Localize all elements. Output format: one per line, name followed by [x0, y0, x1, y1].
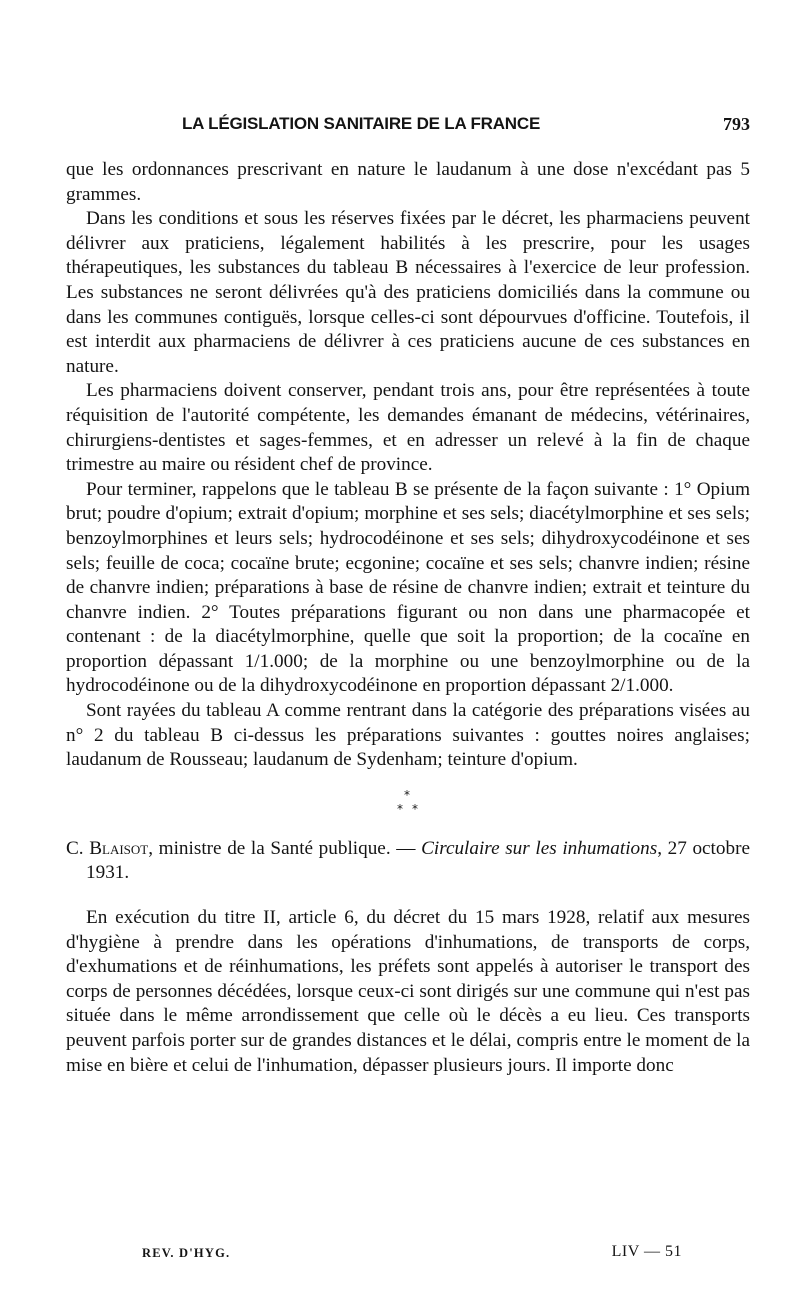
- asterism-star: *: [397, 801, 403, 816]
- citation-role: , ministre de la Santé publique. —: [148, 837, 422, 859]
- asterism-divider: [66, 783, 750, 825]
- circular-citation: [66, 837, 750, 886]
- running-title: LA LÉGISLATION SANITAIRE DE LA FRANCE: [182, 114, 541, 133]
- paragraph-tableau-b: Pour terminer, rappelons que le tableau B se présente de la façon suivante : 1° Opium brut; poudre d'opium; extrait d'opium; morphine et ses sels; diacétylmorphine et ses sels; benzoylmorphines et leurs sels; hydrocodéinone et ses sels; dihydroxycodéinone et ses sels; feuille de coca; cocaïne brute; ecgonine; cocaïne et ses sels; chanvre indien; résine de chanvre indien; préparations à base de résine de chanvre indien; extrait et teinture du chanvre indien. 2° Toutes préparations figurant ou non dans une pharmacopée et contenant : de la diacétylmorphine, quelle que soit la proportion; de la cocaïne en proportion dépassant 1/1.000; de la morphine ou une benzoylmorphine ou de la hydrocodéinone ou de la dihydroxycodéinone en proportion dépassant 2/1.000.: [66, 478, 750, 697]
- paragraph-circular-text: En exécution du titre II, article 6, du décret du 15 mars 1928, relatif aux mesures d'hygiène à prendre dans les opérations d'inhumations, de transports de corps, d'exhumations et de réinhumations, les préfets sont appelés à autoriser le transport des corps de personnes décédées, lorsque ceux-ci sont dirigés sur une commune qui n'est pas située dans le même arrondissement que celle où le décès a eu lieu. Ces transports peuvent parfois porter sur de grandes distances et le délai, compris entre le moment de la mise en bière et celui de l'inhumation, dépasser plusieurs jours. Il importe donc: [66, 907, 750, 1076]
- citation-title: Circulaire sur les inhumations: [421, 837, 658, 859]
- printer-signature: [142, 1243, 682, 1270]
- paragraph-tableau-a: Sont rayées du tableau A comme rentrant dans la catégorie des préparations visées au n° 2 du tableau B ci-dessus les préparations suivantes : gouttes noires anglaises; laudanum de Rousseau; laudanum de Sydenham; teinture d'opium.: [66, 700, 750, 771]
- paragraph-pharmacists-delivery: Dans les conditions et sous les réserves fixées par le décret, les pharmaciens peuvent délivrer aux praticiens, légalement habilités à les prescrire, pour les usages thérapeutiques, les substances du tableau B nécessaires à l'exercice de leur profession. Les substances ne seront délivrées qu'à des praticiens domiciliés dans la commune ou dans les communes contiguës, lorsque celles-ci sont dépourvues d'officine. Toutefois, il est interdit aux pharmaciens de délivrer à ces praticiens aucune de ces substances en nature.: [66, 208, 750, 377]
- paragraph-continuation: que les ordonnances prescrivant en nature le laudanum à une dose n'excédant pas 5 grammes.: [66, 159, 750, 205]
- citation-author: C. Blaisot: [66, 837, 149, 859]
- asterism-star: *: [412, 801, 418, 816]
- running-head: [66, 114, 750, 140]
- signature-gathering: LIV — 51: [611, 1243, 682, 1260]
- citation-date: , 27 octobre 1931.: [86, 837, 750, 884]
- signature-journal: REV. D'HYG.: [142, 1246, 231, 1260]
- body-text: [66, 158, 750, 1078]
- asterism-star: *: [404, 787, 410, 802]
- page-number: 793: [723, 114, 750, 134]
- paragraph-pharmacists-records: Les pharmaciens doivent conserver, pendant trois ans, pour être représentées à toute réquisition de l'autorité compétente, les demandes émanant de médecins, vétérinaires, chirurgiens-dentistes et sages-femmes, et en adresser un relevé à la fin de chaque trimestre au maire ou résident chef de province.: [66, 380, 750, 476]
